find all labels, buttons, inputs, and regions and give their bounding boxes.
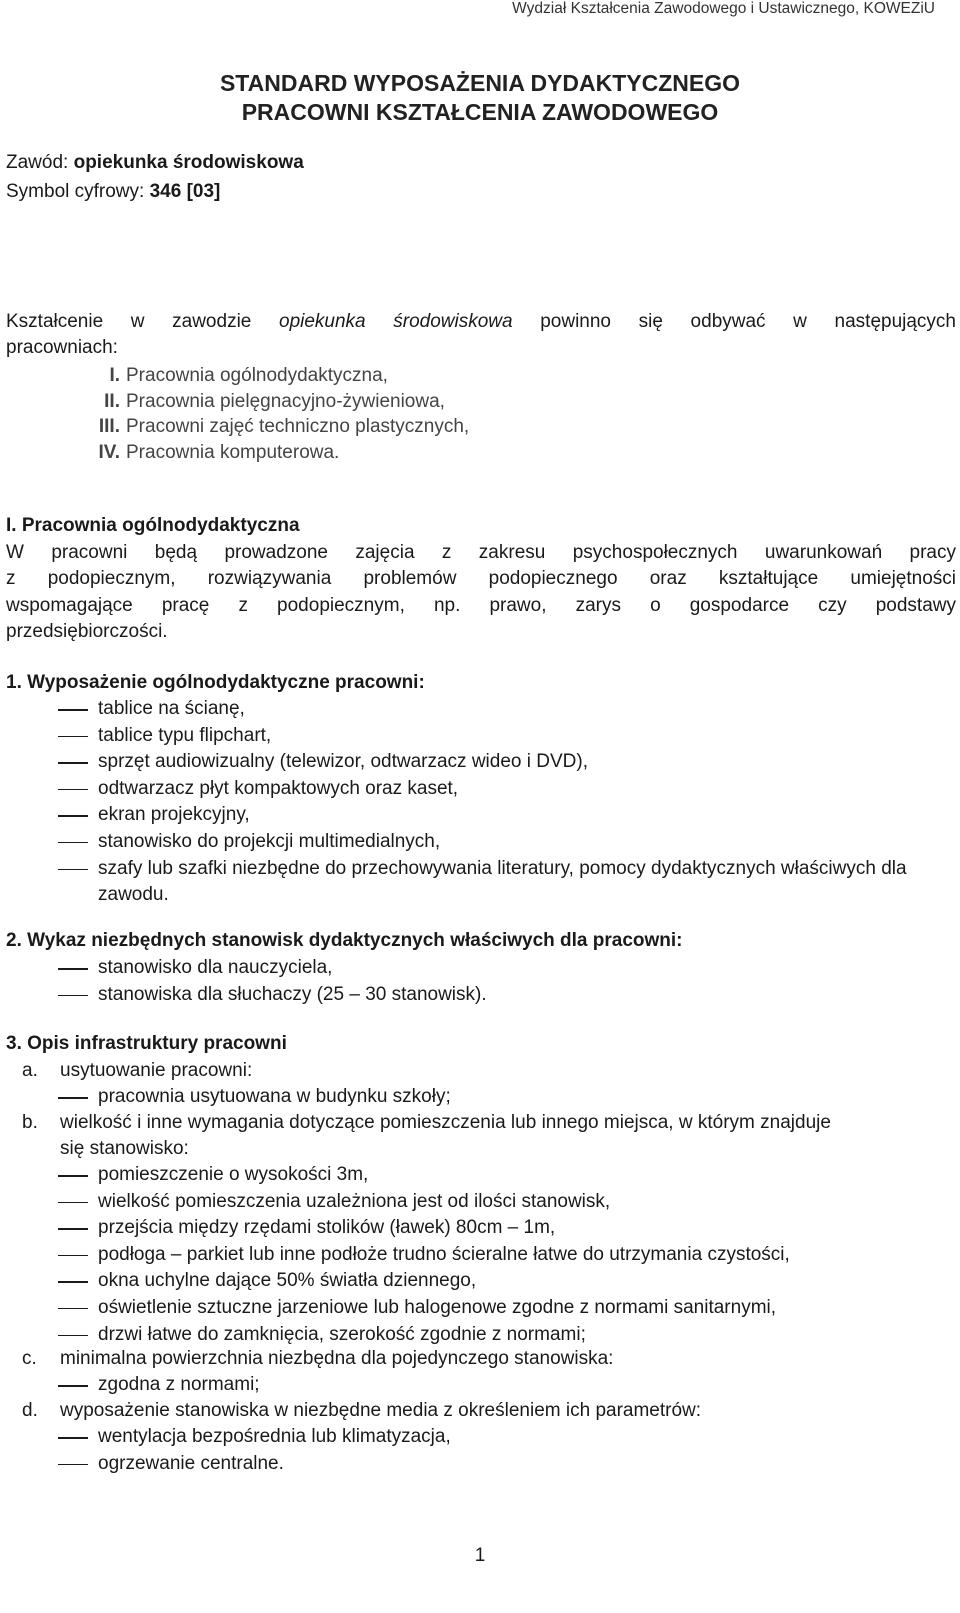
list-item: stanowiska dla słuchaczy (25 – 30 stanowisk). bbox=[58, 982, 938, 1009]
item-letter: d. bbox=[22, 1400, 38, 1421]
subsection-heading: 3. Opis infrastruktury pracowni bbox=[6, 1033, 287, 1054]
room-number: III. bbox=[98, 416, 120, 437]
list-item: tablice na ścianę, bbox=[58, 696, 938, 723]
list-item: oświetlenie sztuczne jarzeniowe lub halogenowe zgodne z normami sanitarnymi, bbox=[58, 1295, 938, 1322]
infrastructure-item-c bbox=[22, 1346, 952, 1372]
description-line: przedsiębiorczości. bbox=[6, 621, 168, 643]
room-name: Pracowni zajęć techniczno plastycznych, bbox=[126, 416, 470, 437]
room-name: Pracownia pielęgnacyjno-żywieniowa, bbox=[126, 390, 445, 412]
section-heading: I. Pracownia ogólnodydaktyczna bbox=[6, 515, 300, 536]
infrastructure-list-d bbox=[58, 1424, 938, 1477]
list-item: wielkość pomieszczenia uzależniona jest od ilości stanowisk, bbox=[58, 1189, 938, 1216]
list-item: ogrzewanie centralne. bbox=[58, 1451, 938, 1478]
room-name: Pracownia ogólnodydaktyczna, bbox=[126, 365, 388, 386]
list-item: podłoga – parkiet lub inne podłoże trudno ścieralne łatwe do utrzymania czystości, bbox=[58, 1242, 938, 1269]
infrastructure-list-b bbox=[58, 1162, 938, 1348]
infrastructure-item-d bbox=[22, 1398, 952, 1424]
page-header: Wydział Kształcenia Zawodowego i Ustawicznego, KOWEZiU bbox=[512, 0, 935, 17]
rooms-list bbox=[60, 363, 469, 465]
list-item: wentylacja bezpośrednia lub klimatyzacja, bbox=[58, 1424, 938, 1451]
intro-italic-term: opiekunka środowiskowa bbox=[279, 311, 513, 332]
list-item: tablice typu flipchart, bbox=[58, 723, 938, 750]
intro-text-1: Kształcenie w zawodzie bbox=[6, 311, 279, 332]
intro-text-2: powinno się odbywać w następujących bbox=[512, 311, 957, 332]
room-number: II. bbox=[104, 390, 120, 412]
item-text: wyposażenie stanowiska w niezbędne media z określeniem ich parametrów: bbox=[60, 1400, 702, 1421]
symbol-value: 346 [03] bbox=[149, 181, 221, 202]
room-number: IV. bbox=[98, 441, 120, 463]
room-name: Pracownia komputerowa. bbox=[126, 441, 340, 463]
description-line: W pracowni będą prowadzone zajęcia z zakresu psychospołecznych uwarunkowań pracy bbox=[6, 542, 956, 563]
document-title-line-2: PRACOWNI KSZTAŁCENIA ZAWODOWEGO bbox=[241, 99, 719, 125]
infrastructure-item-b bbox=[22, 1110, 952, 1163]
rooms-list-item bbox=[60, 414, 469, 440]
page-number: 1 bbox=[474, 1545, 486, 1566]
rooms-list-item bbox=[60, 389, 469, 415]
infrastructure-item-a bbox=[22, 1058, 952, 1084]
occupation-line bbox=[6, 152, 304, 174]
list-item: drzwi łatwe do zamknięcia, szerokość zgodnie z normami; bbox=[58, 1322, 938, 1349]
room-number: I. bbox=[109, 365, 120, 386]
item-text: usytuowanie pracowni: bbox=[60, 1060, 253, 1081]
list-item: pomieszczenie o wysokości 3m, bbox=[58, 1162, 938, 1189]
stations-list bbox=[58, 955, 938, 1008]
intro-paragraph bbox=[6, 309, 956, 360]
subsection-heading: 2. Wykaz niezbędnych stanowisk dydaktycznych właściwych dla pracowni: bbox=[6, 930, 683, 951]
list-item: zgodna z normami; bbox=[58, 1372, 938, 1399]
list-item: odtwarzacz płyt kompaktowych oraz kaset, bbox=[58, 776, 938, 803]
infrastructure-list-c bbox=[58, 1372, 938, 1399]
list-item: okna uchylne dające 50% światła dziennego, bbox=[58, 1268, 938, 1295]
intro-line-1 bbox=[6, 309, 956, 335]
item-text: wielkość i inne wymagania dotyczące pomieszczenia lub innego miejsca, w którym znajduje się stanowisko: bbox=[60, 1112, 831, 1160]
item-letter: a. bbox=[22, 1060, 38, 1081]
list-item: stanowisko do projekcji multimedialnych, bbox=[58, 829, 938, 856]
occupation-label: Zawód: bbox=[6, 152, 74, 173]
rooms-list-item bbox=[60, 363, 469, 389]
document-title-line-1: STANDARD WYPOSAŻENIA DYDAKTYCZNEGO bbox=[219, 70, 741, 96]
subsection-heading: 1. Wyposażenie ogólnodydaktyczne pracowni: bbox=[6, 672, 425, 693]
list-item: sprzęt audiowizualny (telewizor, odtwarzacz wideo i DVD), bbox=[58, 749, 938, 776]
intro-line-2: pracowniach: bbox=[6, 336, 118, 358]
item-text: minimalna powierzchnia niezbędna dla pojedynczego stanowiska: bbox=[60, 1348, 614, 1369]
rooms-list-item bbox=[60, 440, 469, 466]
list-item: ekran projekcyjny, bbox=[58, 802, 938, 829]
item-letter: c. bbox=[22, 1348, 37, 1369]
infrastructure-list-a bbox=[58, 1084, 938, 1111]
occupation-value: opiekunka środowiskowa bbox=[73, 152, 304, 173]
list-item: pracownia usytuowana w budynku szkoły; bbox=[58, 1084, 938, 1111]
list-item: stanowisko dla nauczyciela, bbox=[58, 955, 938, 982]
list-item: szafy lub szafki niezbędne do przechowywania literatury, pomocy dydaktycznych właściwych dla zawodu. bbox=[58, 856, 938, 909]
description-line: z podopiecznym, rozwiązywania problemów podopiecznego oraz kształtujące umiejętności bbox=[6, 568, 956, 590]
symbol-label: Symbol cyfrowy: bbox=[6, 181, 150, 202]
section-description bbox=[6, 540, 956, 646]
symbol-line bbox=[6, 181, 220, 203]
description-line: wspomagające pracę z podopiecznym, np. prawo, zarys o gospodarce czy podstawy bbox=[6, 594, 956, 616]
list-item: przejścia między rzędami stolików (ławek) 80cm – 1m, bbox=[58, 1215, 938, 1242]
equipment-list bbox=[58, 696, 938, 909]
item-letter: b. bbox=[22, 1112, 38, 1133]
